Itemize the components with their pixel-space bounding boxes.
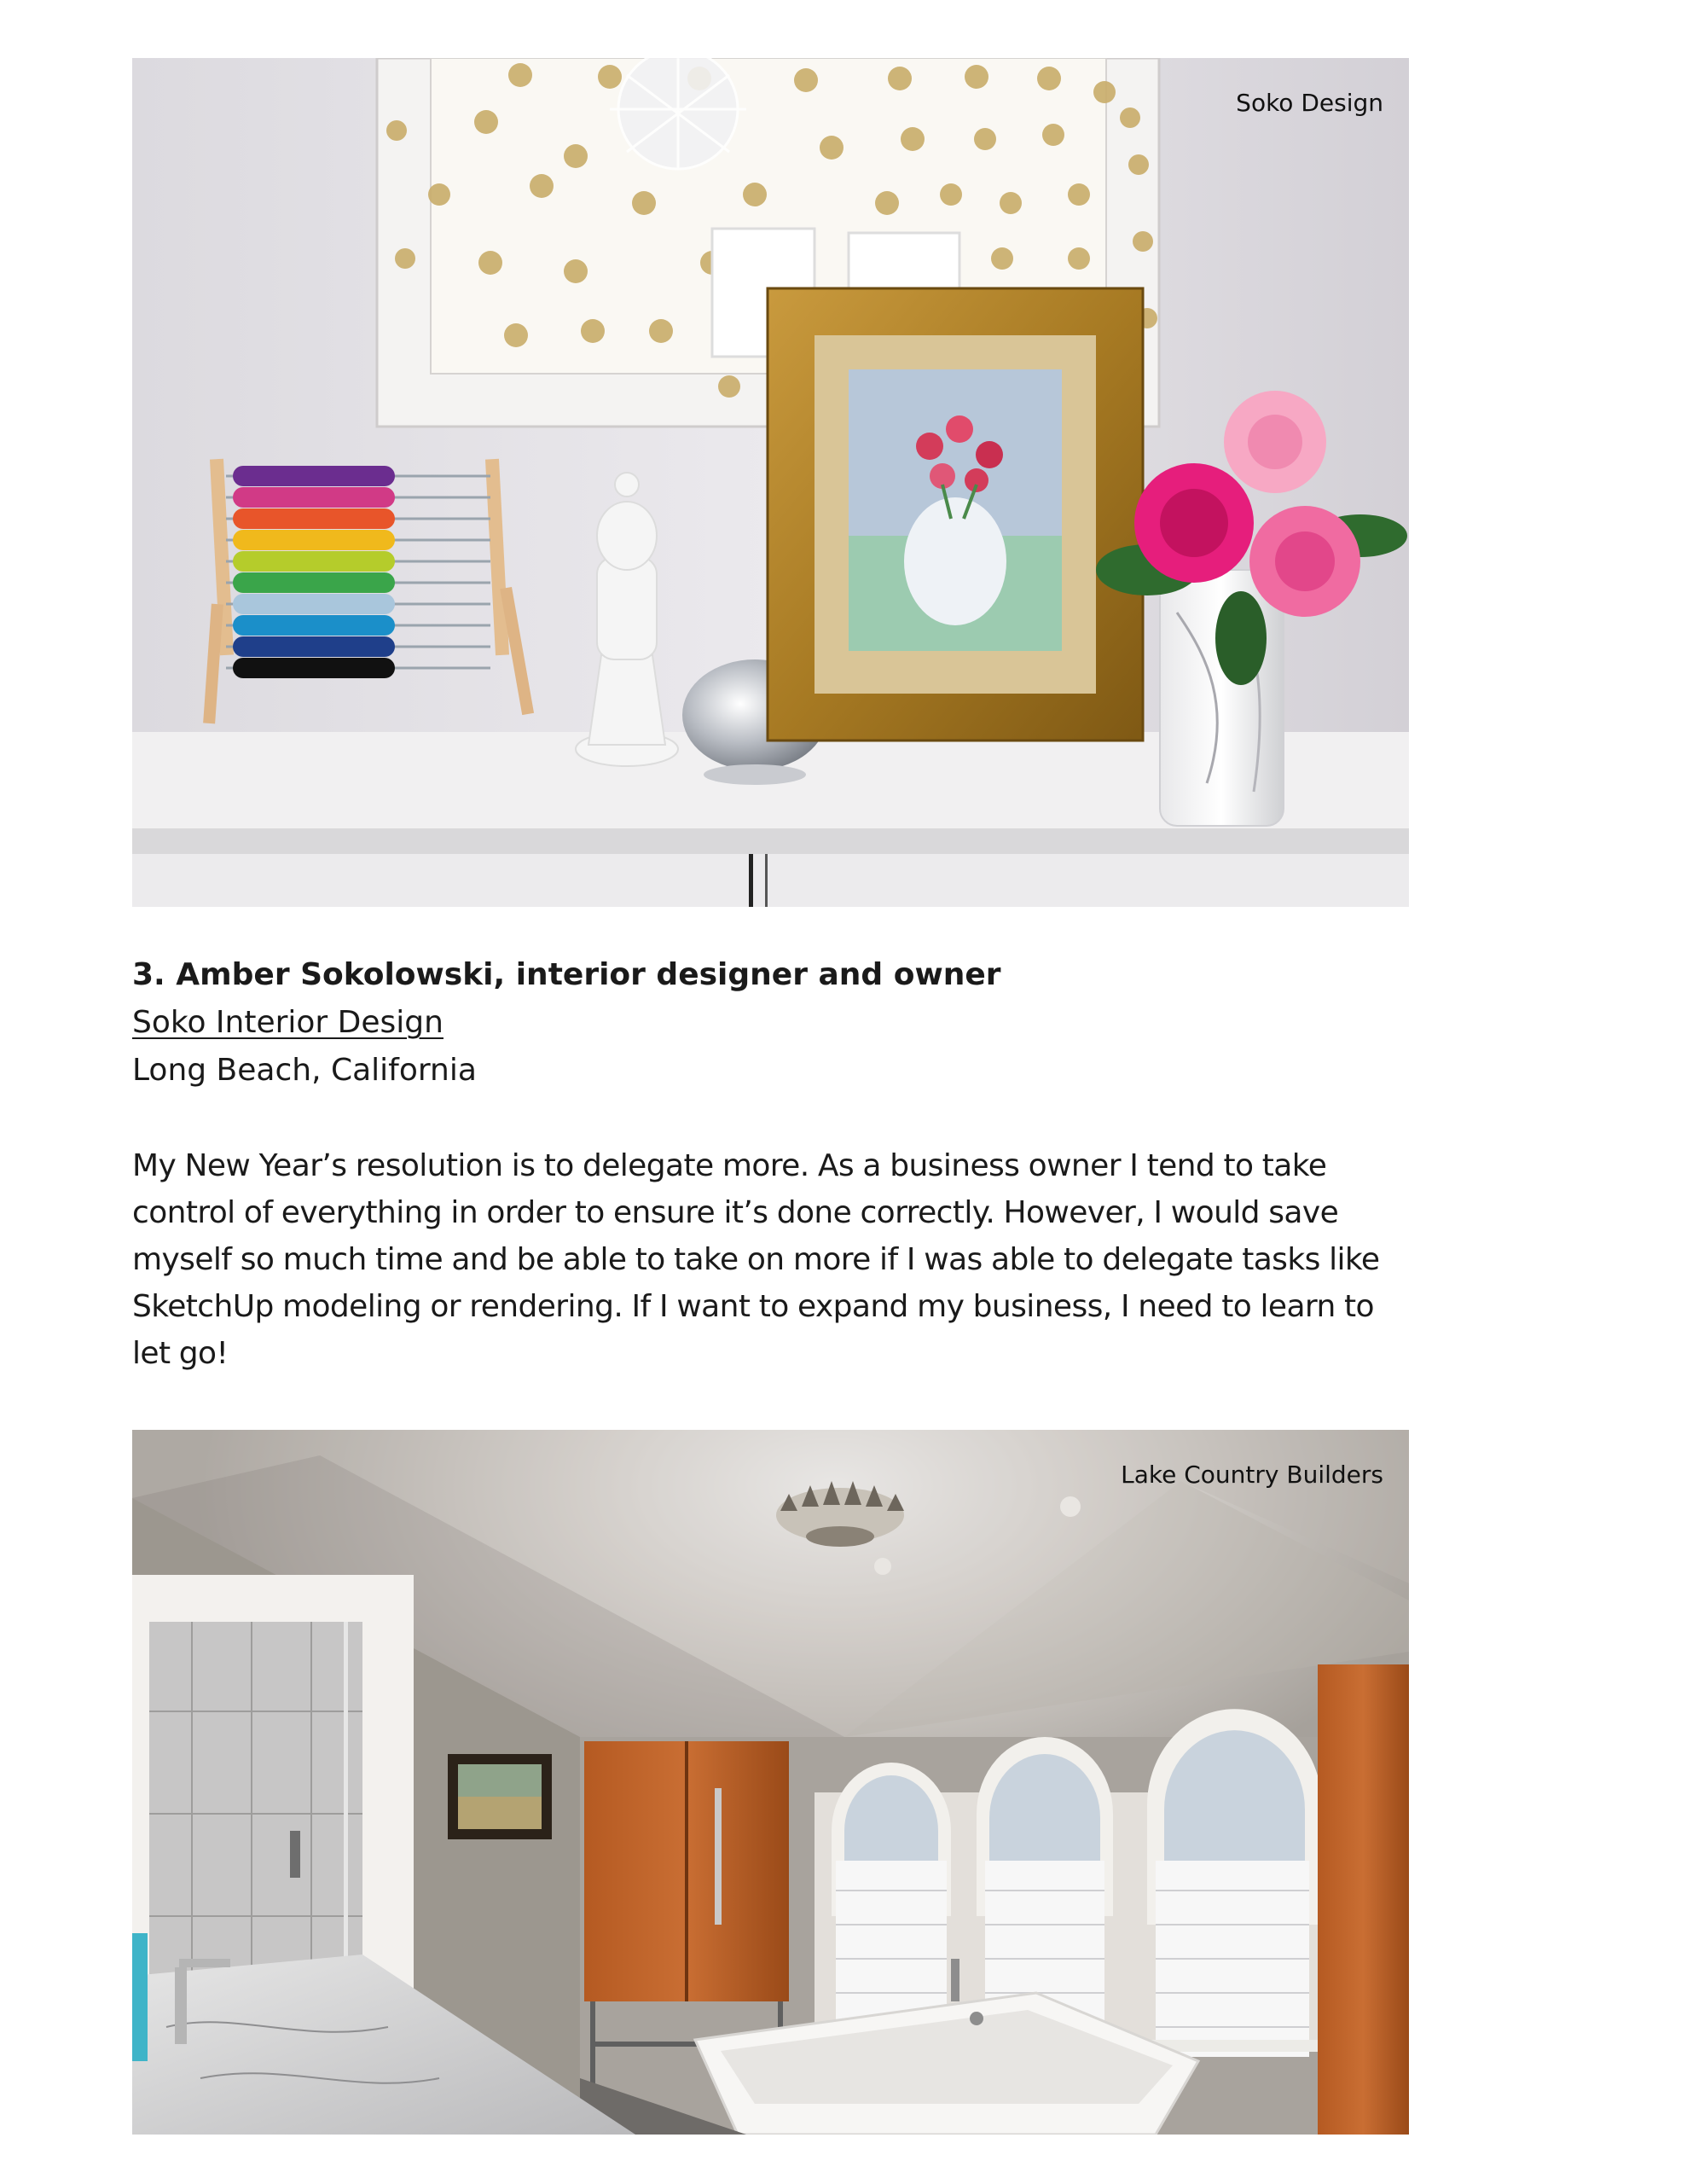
company-link[interactable]: Soko Interior Design — [132, 1005, 443, 1040]
entry-location: Long Beach, California — [132, 1053, 477, 1088]
framed-painting-shape — [768, 288, 1143, 741]
photo-lake-country-builders — [132, 1430, 1409, 2135]
photo-2-illustration — [132, 1430, 1409, 2135]
article — [132, 58, 1409, 2135]
photo-1-illustration — [132, 58, 1409, 907]
photo-soko-design — [132, 58, 1409, 907]
photo-credit: Soko Design — [1236, 89, 1383, 117]
entry-body: My New Year’s resolution is to delegate more. As a business owner I tend to take control of everything in order to ensure it’s done correctly. However, I would save myself so much time and be able to take on more if I was able to delegate tasks like SketchUp modeling or rendering. If I want to expand my business, I need to learn to let go! — [132, 1148, 1380, 1371]
entry-header — [132, 951, 1409, 1095]
entry-title: 3. Amber Sokolowski, interior designer and owner — [132, 957, 1001, 992]
photo-credit: Lake Country Builders — [1121, 1461, 1383, 1489]
